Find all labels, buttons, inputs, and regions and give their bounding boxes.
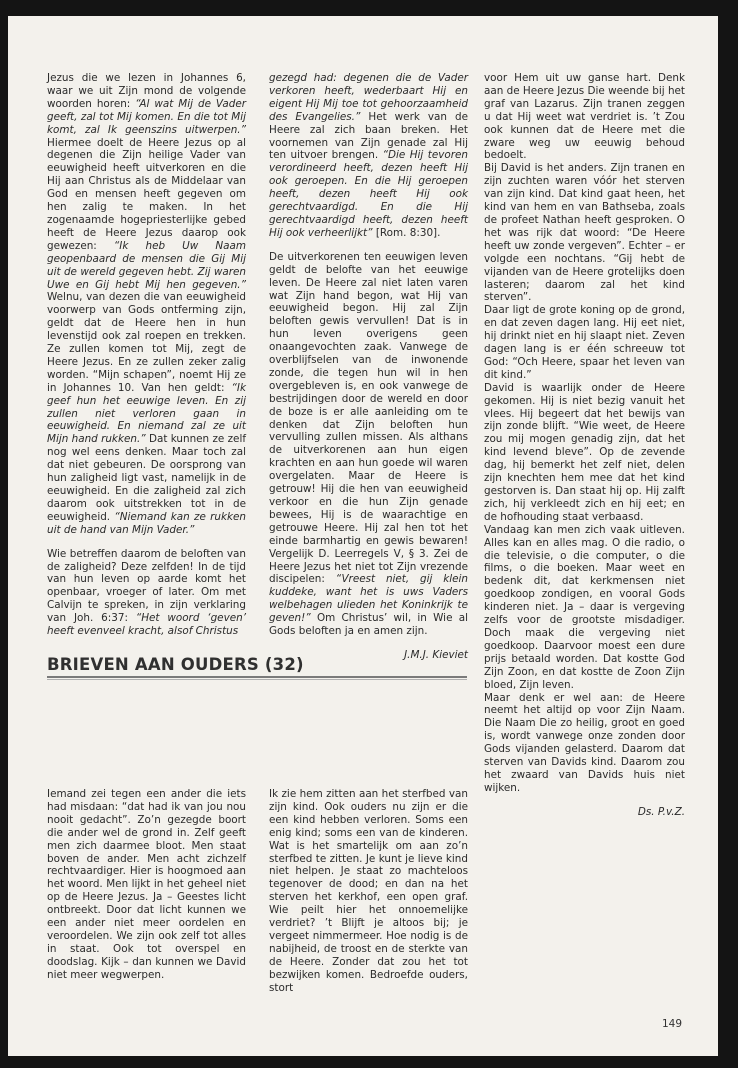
- article-column-1: [47, 72, 246, 638]
- heading-rule-thin: [47, 679, 467, 680]
- paragraph: Maar denk er wel aan: de Heere neemt het altijd op voor Zijn Naam. Die Naam Die zo heilig, groot en goed is, wordt vanwege onze zonden door Gods vijanden gelasterd. Daarom dat sterven van Davids kind. Daarom zou het zwaard van Davids huis niet wijken.: [484, 691, 685, 794]
- page-number: 149: [662, 1018, 683, 1030]
- paragraph: voor Hem uit uw ganse hart. Denk aan de Heere Jezus Die weende bij het graf van Lazarus. Zijn tranen zeggen u dat Hij weet wat verdriet is. ’t Zou ook kunnen dat de Heere met die zware weg uw eeuwig behoud bedoelt.: [484, 72, 685, 162]
- paragraph: Daar ligt de grote koning op de grond, en dat zeven dagen lang. Hij eet niet, hij drinkt niet en hij slaapt niet. Zeven dagen lang is er één schreeuw tot God: “Och Heere, spaar het leven van dit kind.”: [484, 304, 685, 381]
- heading-rule: [47, 676, 467, 678]
- section-heading: BRIEVEN AAN OUDERS (32): [47, 655, 304, 674]
- author-signature: J.M.J. Kieviet: [404, 648, 468, 661]
- paragraph: Jezus die we lezen in Johannes 6, waar we uit Zijn mond de volgende woorden horen: “Al wat Mij de Vader geeft, zal tot Mij komen. En die tot Mij komt, zal Ik geenszins uitwerpen.” Hiermee doelt de Heere Jezus op al degenen die Zijn heilige Vader van eeuwigheid heeft uitverkoren en die Hij aan Christus als de Middelaar van God en mensen heeft gegeven om hen zalig te maken. In het zogenaamde hogepriesterlijke gebed heeft de Heere Jezus daarop ook gewezen: “Ik heb Uw Naam geopenbaard de mensen die Gij Mij uit de wereld gegeven hebt. Zij waren Uwe en Gij hebt Mij hen gegeven.” Welnu, van dezen die van eeuwigheid voorwerp van Gods ontferming zijn, geldt dat de Heere hen in hun levenstijd ook zal roepen en trekken. Ze zullen komen tot Mij, zegt de Heere Jezus. En ze zullen zeker zalig worden. “Mijn schapen”, noemt Hij ze in Johannes 10. Van hen geldt: “Ik geef hun het eeuwige leven. En zij zullen niet verloren gaan in eeuwigheid. En niemand zal ze uit Mijn hand rukken.” Dat kunnen ze zelf nog wel eens denken. Maar toch zal dat niet gebeuren. De oorsprong van hun zaligheid ligt vast, namelijk in de eeuwigheid. En die zaligheid zal zich daarom ook uitstrekken tot in de eeuwigheid. “Niemand kan ze rukken uit de hand van Mijn Vader.”: [47, 72, 246, 536]
- article-column-3: [484, 72, 685, 830]
- paragraph: David is waarlijk onder de Heere gekomen. Hij is niet bezig vanuit het vlees. Hij begeert dat het bewijs van zijn zonde blijft. “Wie weet, de Heere zou mij mogen genadig zijn, dat het kind levend bleve”. Op de zevende dag, hij bemerkt het zelf niet, delen zijn knechten hem mee dat het kind gestorven is. Dan staat hij op. Hij zalft zich, hij verkleedt zich en hij eet; en de hofhouding staat verbaasd.: [484, 381, 685, 523]
- paragraph: De uitverkorenen ten eeuwigen leven geldt de belofte van het eeuwige leven. De Heere zal niet laten varen wat Zijn hand begon, wat Hij van eeuwigheid begon. Hij zal Zijn beloften gewis vervullen! Dat is in hun leven overigens geen onaangevochten zaak. Vanwege de overblijfselen van de inwonende zonde, die tegen hun wil in hen overgebleven is, en ook vanwege de bestrijdingen door de wereld en door de boze is er alle aanleiding om te denken dat Zijn beloften hun vervulling zullen missen. Als althans de uitverkorenen aan hun eigen krachten en aan hun goede wil waren overgelaten. Maar de Heere is getrouw! Hij die hen van eeuwigheid verkoor en die hun Zijn genade bewees, Hij is de waarachtige en getrouwe Heere. Hij zal hen tot het einde barmhartig en gewis bewaren! Vergelijk D. Leerregels V, § 3. Zei de Heere Jezus het niet tot Zijn vrezende discipelen: “Vreest niet, gij klein kuddeke, want het is uws Vaders welbehagen ulieden het Koninkrijk te geven!” Om Christus’ wil, in Wie al Gods beloften ja en amen zijn.: [269, 250, 468, 638]
- paragraph: gezegd had: degenen die de Vader verkoren heeft, wederbaart Hij en eigent Hij Mij toe tot gehoorzaamheid des Evangelies.” Het werk van de Heere zal zich baan breken. Het voornemen van Zijn genade zal Hij ten uitvoer brengen. “Die Hij tevoren verordineerd heeft, dezen heeft Hij ook geroepen. En die Hij geroepen heeft, dezen heeft Hij ook gerechtvaardigd. En die Hij gerechtvaardigd heeft, dezen heeft Hij ook verheerlijkt” [Rom. 8:30].: [269, 72, 468, 239]
- letters-column-2: [269, 788, 468, 995]
- paragraph: Bij David is het anders. Zijn tranen en zijn zuchten waren vóór het sterven van zijn kind. Dat kind gaat heen, het kind van hem en van Bathseba, zoals de profeet Nathan heeft gesproken. O het was rijk dat woord: “De Heere heeft uw zonde vergeven”. Echter – er volgde een nochtans. “Gij hebt de vijanden van de Heere grotelijks doen lasteren; daarom zal het kind sterven”.: [484, 162, 685, 304]
- paragraph: Iemand zei tegen een ander die iets had misdaan: “dat had ik van jou nou nooit gedacht”. Zo’n gezegde boort die ander wel de grond in. Zelf geeft men zich daarmee bloot. Men staat boven de ander. Men acht zichzelf rechtvaardiger. Hier is hoogmoed aan het woord. Men lijkt in het geheel niet op de Heere Jezus. Ja – Geestes licht ontbreekt. Door dat licht kunnen we een ander niet meer oordelen en veroordelen. We zijn ook zelf tot alles in staat. Ook tot overspel en doodslag. Kijk – dan kunnen we David niet meer wegwerpen.: [47, 788, 246, 981]
- article-column-2: [269, 72, 468, 673]
- paragraph: Wie betreffen daarom de beloften van de zaligheid? Deze zelfden! In de tijd van hun leven op aarde komt het openbaar, vroeger of later. Om met Calvijn te spreken, in zijn verklaring van Joh. 6:37: “Het woord ‘geven’ heeft evenveel kracht, alsof Christus: [47, 547, 247, 638]
- author-signature: Ds. P.v.Z.: [637, 805, 685, 818]
- paragraph: Vandaag kan men zich vaak uitleven. Alles kan en alles mag. O die radio, o die televisie, o die computer, o die films, o die boeken. Maar weet en bedenk dit, dat kerkmensen niet goedkoop zondigen, en vooral Gods kinderen niet. Ja – daar is vergeving zelfs voor de grootste misdadiger. Doch maak die vergeving niet goedkoop. Daarvoor moest een dure prijs betaald worden. Dat kostte God Zijn Zoon, en dat kostte de Zoon Zijn bloed, Zijn leven.: [484, 523, 685, 691]
- letters-column-1: [47, 788, 246, 982]
- paragraph: Ik zie hem zitten aan het sterfbed van zijn kind. Ook ouders nu zijn er die een kind hebben verloren. Soms een enig kind; soms een van de kinderen. Wat is het smartelijk om aan zo’n sterfbed te zitten. Je kunt je lieve kind niet helpen. Je staat zo machteloos tegenover de dood; en dan na het sterven het kerkhof, een open graf. Wie peilt hier het onnoemelijke verdriet? ’t Blijft je altoos bij; je vergeet nimmermeer. Hoe nodig is de nabijheid, de troost en de sterkte van de Heere. Zonder dat zou het tot bezwijken komen. Bedroefde ouders, stort: [269, 788, 468, 994]
